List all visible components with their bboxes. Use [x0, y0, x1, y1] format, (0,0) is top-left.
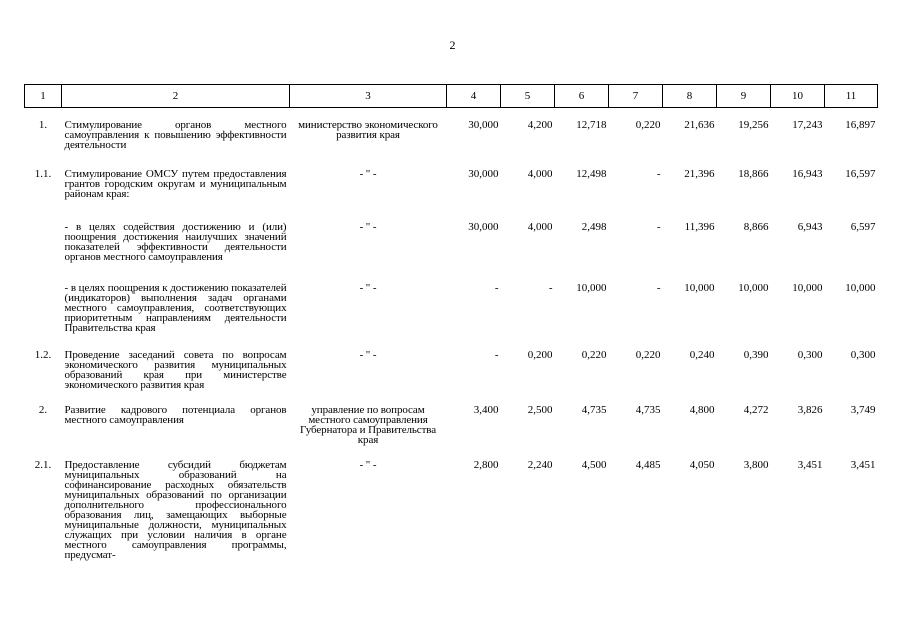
- value-cell: 16,597: [845, 168, 876, 180]
- header-cell: 4: [447, 85, 501, 108]
- value-cell: 3,400: [473, 404, 499, 416]
- value-cell: -: [494, 282, 499, 294]
- row-number: 2.: [38, 404, 48, 416]
- row-name: - в целях поощрения к достижению показателей (индикаторов) выполнения задач органами местного самоуправления, соответствующих приоритетным направлениям деятельности Правительства края: [64, 282, 287, 334]
- value-cell: 0,300: [797, 349, 823, 361]
- row-number: 1.2.: [34, 349, 52, 361]
- value-cell: 10,000: [684, 282, 715, 294]
- value-cell: 4,500: [581, 459, 607, 471]
- value-cell: 0,220: [635, 119, 661, 131]
- header-cell: 3: [290, 85, 447, 108]
- table-row: [25, 108, 878, 151]
- value-cell: -: [656, 168, 661, 180]
- value-cell: 21,396: [684, 168, 715, 180]
- row-organization: - " -: [359, 168, 377, 180]
- header-cell: 7: [609, 85, 663, 108]
- value-cell: -: [548, 282, 553, 294]
- header-cell: 6: [555, 85, 609, 108]
- value-cell: 4,050: [689, 459, 715, 471]
- data-table: [24, 84, 878, 560]
- value-cell: 4,735: [581, 404, 607, 416]
- value-cell: 3,451: [797, 459, 823, 471]
- value-cell: 0,300: [850, 349, 876, 361]
- value-cell: 6,597: [850, 221, 876, 233]
- row-organization: министерство экономического развития края: [298, 119, 438, 141]
- row-name: Стимулирование органов местного самоуправления к повышению эффективности деятельности: [64, 119, 287, 151]
- row-organization: - " -: [359, 459, 377, 471]
- value-cell: 16,943: [792, 168, 823, 180]
- value-cell: 12,498: [576, 168, 607, 180]
- value-cell: 4,000: [527, 168, 553, 180]
- value-cell: 4,485: [635, 459, 661, 471]
- table-row: [25, 262, 878, 333]
- header-cell: 10: [771, 85, 825, 108]
- value-cell: 10,000: [792, 282, 823, 294]
- value-cell: 16,897: [845, 119, 876, 131]
- value-cell: 19,256: [738, 119, 769, 131]
- value-cell: -: [656, 282, 661, 294]
- value-cell: 10,000: [576, 282, 607, 294]
- value-cell: 21,636: [684, 119, 715, 131]
- value-cell: 3,800: [743, 459, 769, 471]
- value-cell: 11,396: [684, 221, 715, 233]
- value-cell: 4,272: [743, 404, 769, 416]
- row-name: Стимулирование ОМСУ путем предоставления грантов городским округам и муниципальным районам края:: [64, 168, 287, 200]
- value-cell: 3,451: [850, 459, 876, 471]
- value-cell: 6,943: [797, 221, 823, 233]
- value-cell: 2,240: [527, 459, 553, 471]
- value-cell: 3,826: [797, 404, 823, 416]
- value-cell: 10,000: [845, 282, 876, 294]
- header-cell: 8: [663, 85, 717, 108]
- header-row: [25, 85, 878, 108]
- row-organization: управление по вопросам местного самоуправления Губернатора и Правительства края: [299, 404, 437, 446]
- value-cell: 4,800: [689, 404, 715, 416]
- value-cell: 2,500: [527, 404, 553, 416]
- table-row: [25, 445, 878, 560]
- row-organization: - " -: [359, 221, 377, 233]
- value-cell: 30,000: [468, 119, 499, 131]
- row-organization: - " -: [359, 349, 377, 361]
- value-cell: 12,718: [576, 119, 607, 131]
- row-organization: - " -: [359, 282, 377, 294]
- page-number: 2: [449, 38, 456, 52]
- row-number: 1.: [38, 119, 48, 131]
- value-cell: 30,000: [468, 221, 499, 233]
- row-name: Проведение заседаний совета по вопросам экономического развития муниципальных образований края при министерстве экономического развития края: [64, 349, 287, 391]
- value-cell: 4,000: [527, 221, 553, 233]
- row-name: Предоставление субсидий бюджетам муниципальных образований на софинансирование расходных обязательств муниципальных образований по организации дополнительного профессионального образования лиц, замещающих выборные муниципальные должности, муниципальных служащих при условии наличия в органе местного самоуправления программы, предусмат-: [64, 459, 287, 561]
- row-number: [25, 199, 62, 262]
- table-body: [25, 108, 878, 561]
- row-name: - в целях содействия достижению и (или) поощрения достижения наилучших значений показателей эффективности деятельности органов местного самоуправления: [64, 221, 287, 263]
- table-row: [25, 199, 878, 262]
- header-cell: 2: [62, 85, 290, 108]
- value-cell: 10,000: [738, 282, 769, 294]
- value-cell: -: [656, 221, 661, 233]
- value-cell: 0,200: [527, 349, 553, 361]
- row-name: Развитие кадрового потенциала органов местного самоуправления: [64, 404, 287, 426]
- value-cell: 3,749: [850, 404, 876, 416]
- value-cell: 8,866: [743, 221, 769, 233]
- row-number: 2.1.: [34, 459, 52, 471]
- value-cell: 4,200: [527, 119, 553, 131]
- value-cell: 0,220: [635, 349, 661, 361]
- header-cell: 5: [501, 85, 555, 108]
- header-cell: 1: [25, 85, 62, 108]
- value-cell: 2,800: [473, 459, 499, 471]
- value-cell: 0,220: [581, 349, 607, 361]
- value-cell: 18,866: [738, 168, 769, 180]
- row-number: 1.1.: [34, 168, 52, 180]
- value-cell: 0,240: [689, 349, 715, 361]
- value-cell: 2,498: [581, 221, 607, 233]
- row-number: [25, 262, 62, 333]
- value-cell: 4,735: [635, 404, 661, 416]
- table-row: [25, 150, 878, 199]
- value-cell: 0,390: [743, 349, 769, 361]
- value-cell: 30,000: [468, 168, 499, 180]
- value-cell: 17,243: [792, 119, 823, 131]
- header-cell: 9: [717, 85, 771, 108]
- header-cell: 11: [825, 85, 878, 108]
- value-cell: -: [494, 349, 499, 361]
- table-row: [25, 390, 878, 445]
- table-row: [25, 333, 878, 390]
